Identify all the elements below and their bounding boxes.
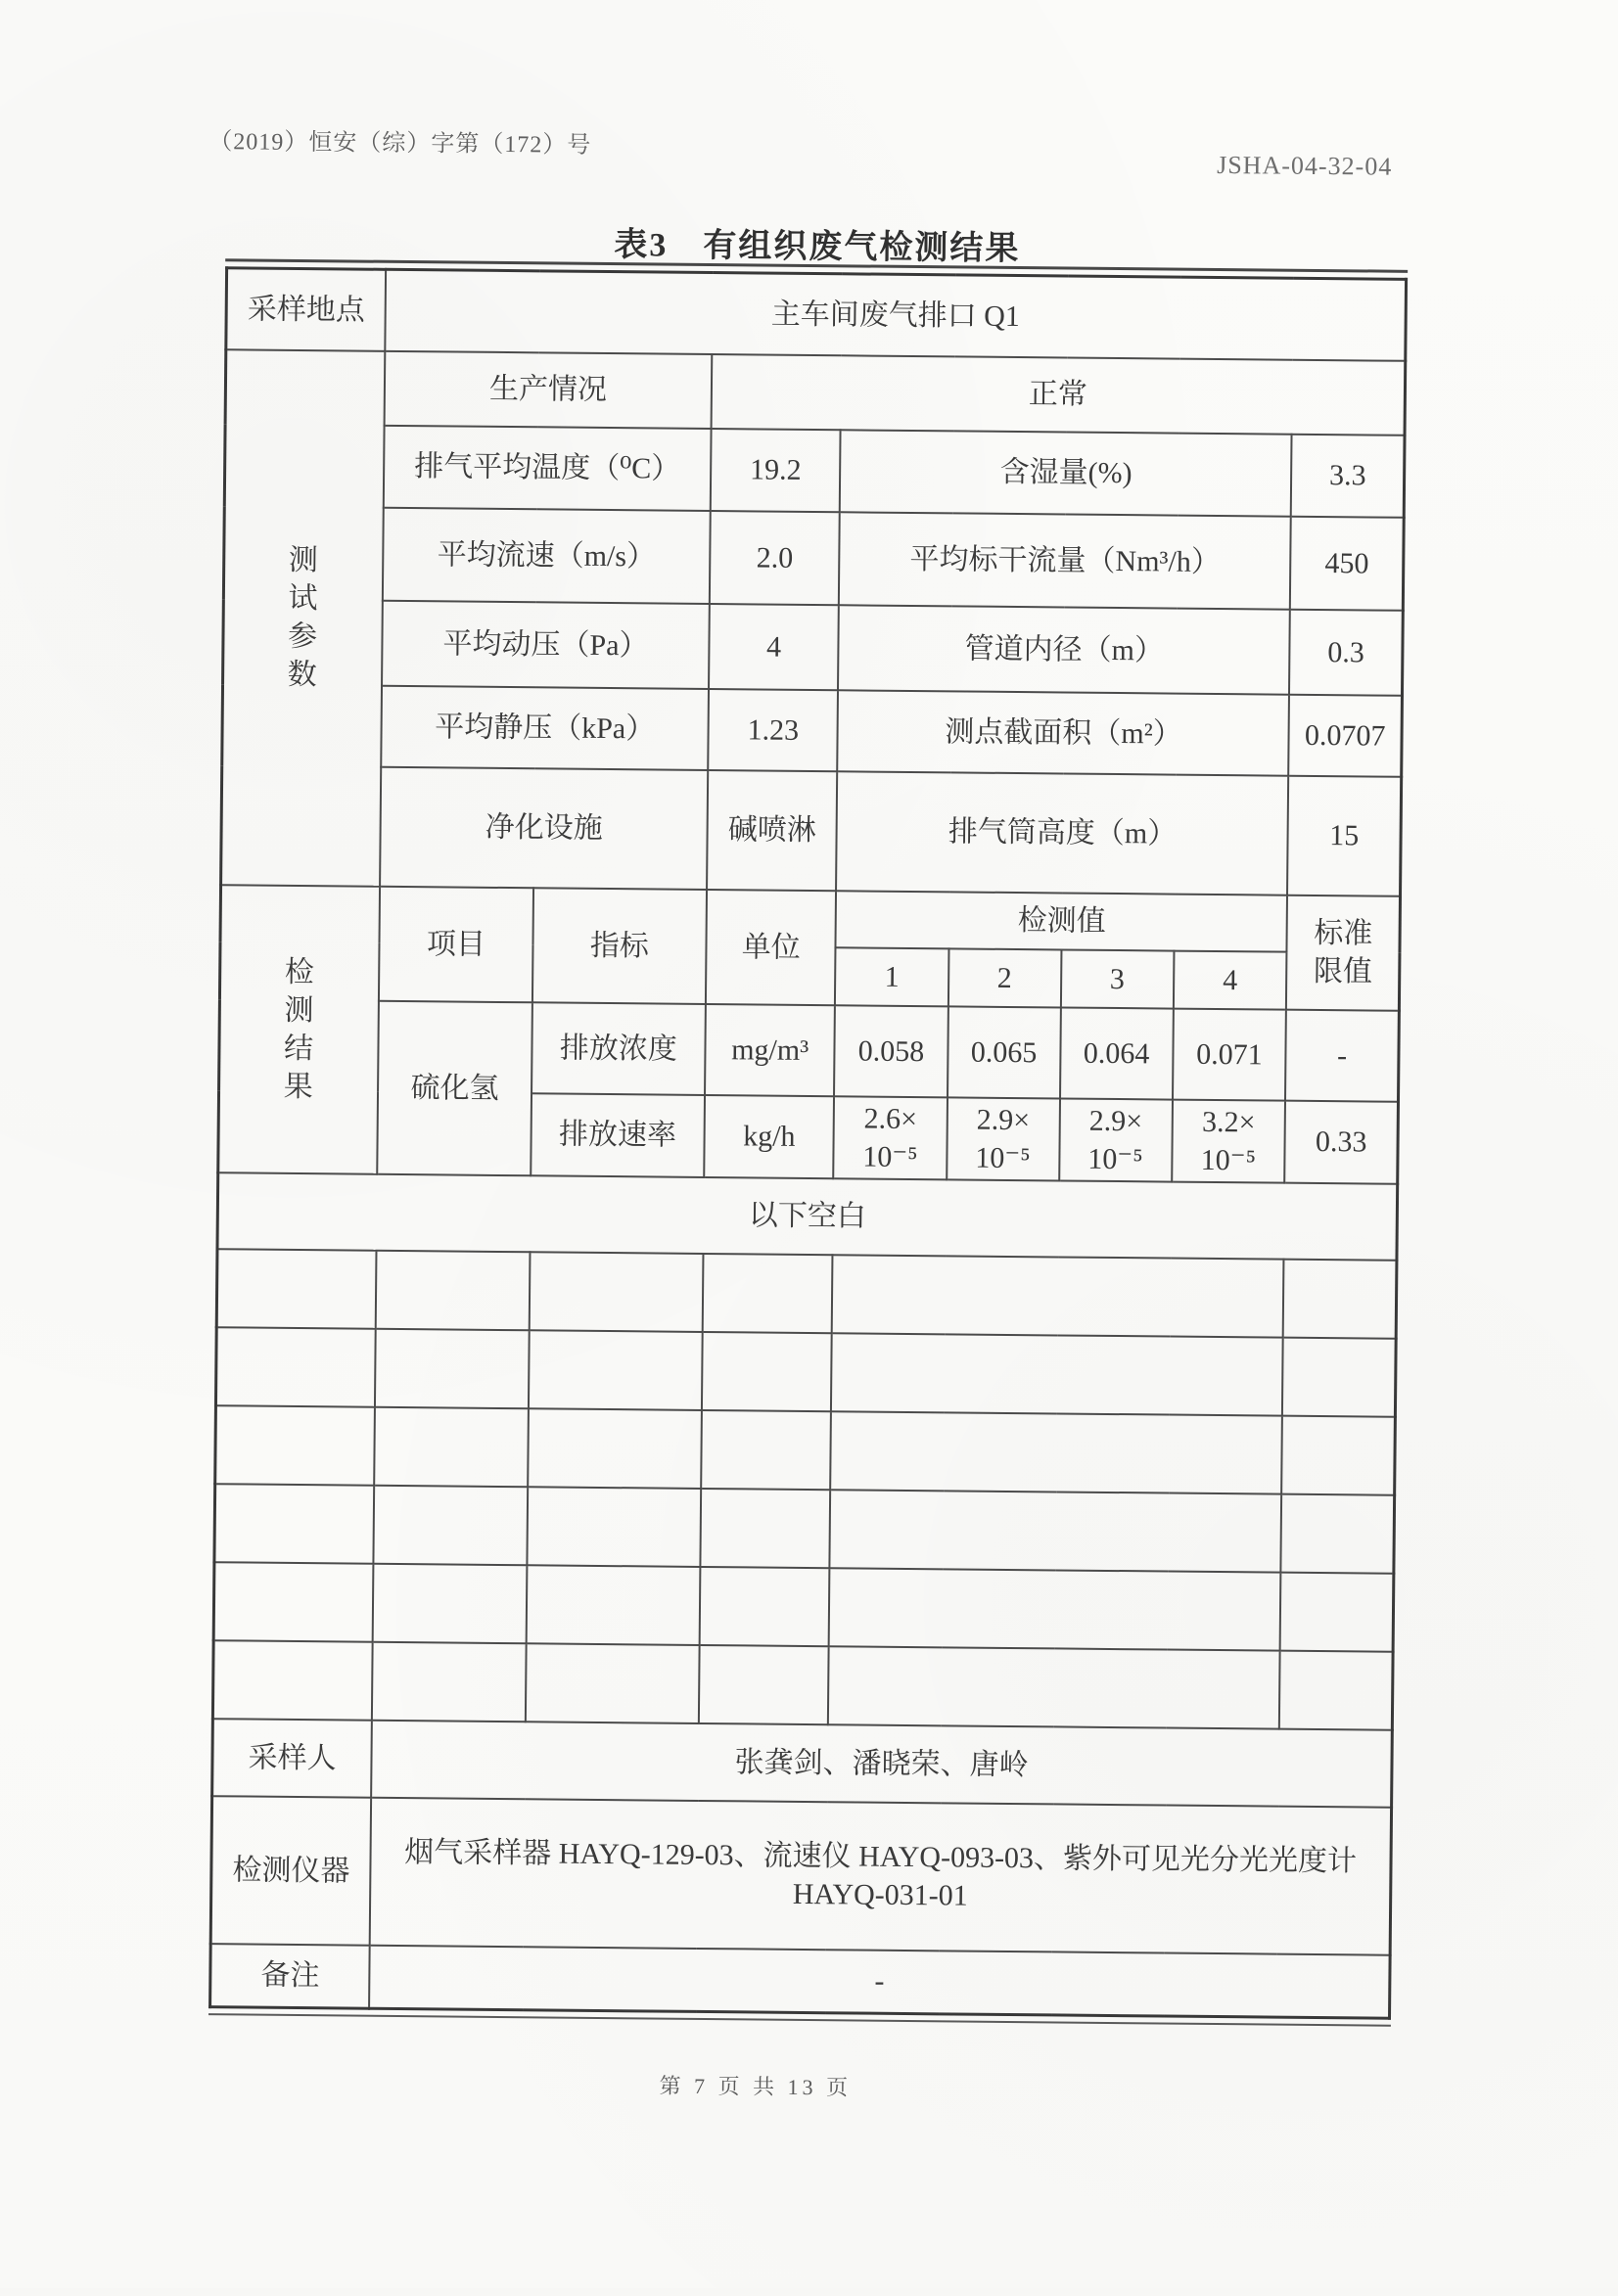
param-name: 净化设施 bbox=[380, 766, 708, 889]
production-label: 生产情况 bbox=[385, 350, 712, 428]
limit-value: - bbox=[1285, 1009, 1399, 1101]
empty-cell bbox=[376, 1250, 530, 1330]
remark-value: - bbox=[369, 1945, 1390, 2018]
col-header-unit: 单位 bbox=[706, 889, 837, 1004]
measured-value: 0.065 bbox=[948, 1006, 1061, 1098]
emission-test-results-table bbox=[208, 266, 1408, 2020]
param-value: 450 bbox=[1290, 516, 1404, 610]
empty-cell bbox=[526, 1643, 700, 1723]
param-value: 1.23 bbox=[708, 688, 838, 770]
empty-cell bbox=[829, 1568, 1281, 1650]
indicator-name: 排放速率 bbox=[531, 1093, 705, 1177]
param-name: 管道内径（m） bbox=[838, 605, 1290, 694]
param-name: 排气平均温度（⁰C） bbox=[384, 425, 712, 510]
param-value: 2.0 bbox=[710, 511, 840, 605]
param-row-velocity bbox=[223, 506, 1404, 611]
production-status-row bbox=[225, 349, 1406, 436]
limit-value: 0.33 bbox=[1285, 1100, 1399, 1183]
empty-cell bbox=[372, 1641, 526, 1722]
empty-cell bbox=[702, 1331, 832, 1410]
param-name: 平均静压（kPa） bbox=[381, 685, 709, 769]
form-code: JSHA-04-32-04 bbox=[1217, 150, 1393, 181]
empty-row bbox=[212, 1640, 1393, 1730]
instruments-row bbox=[210, 1796, 1391, 1955]
col-header-item: 项目 bbox=[379, 886, 533, 1001]
empty-cell bbox=[700, 1488, 830, 1567]
empty-row bbox=[216, 1249, 1397, 1339]
remark-label: 备注 bbox=[210, 1944, 370, 2009]
results-section-label: 检 测 结 果 bbox=[218, 885, 380, 1174]
measured-value: 3.2× 10⁻⁵ bbox=[1172, 1099, 1285, 1182]
measured-value: 0.058 bbox=[835, 1005, 948, 1097]
sample-number: 2 bbox=[948, 948, 1061, 1007]
unit-value: kg/h bbox=[704, 1094, 834, 1177]
param-value: 0.3 bbox=[1289, 609, 1403, 695]
empty-cell bbox=[215, 1405, 375, 1486]
empty-cell bbox=[215, 1327, 375, 1407]
sampling-site-label: 采样地点 bbox=[226, 268, 386, 351]
measured-value: 2.6× 10⁻⁵ bbox=[834, 1096, 948, 1179]
empty-cell bbox=[700, 1566, 830, 1645]
sampler-value: 张龚剑、潘晓荣、唐岭 bbox=[371, 1720, 1392, 1807]
empty-cell bbox=[1282, 1337, 1396, 1416]
unit-value: mg/m³ bbox=[705, 1003, 835, 1095]
sampling-site-row bbox=[226, 268, 1407, 361]
sampler-row bbox=[212, 1719, 1393, 1808]
param-row-dynamic-pressure bbox=[223, 599, 1404, 696]
result-row-concentration bbox=[219, 999, 1400, 1102]
measured-value: 0.064 bbox=[1060, 1007, 1174, 1099]
blank-note-row bbox=[217, 1172, 1398, 1261]
param-value: 0.0707 bbox=[1289, 694, 1403, 776]
param-name: 含湿量(%) bbox=[840, 430, 1292, 516]
empty-cell bbox=[1283, 1259, 1397, 1338]
param-value: 3.3 bbox=[1291, 434, 1405, 517]
col-header-measured-values: 检测值 bbox=[836, 891, 1287, 951]
empty-cell bbox=[828, 1646, 1280, 1728]
document-number: （2019）恒安（综）字第（172）号 bbox=[208, 129, 592, 159]
empty-cell bbox=[216, 1249, 376, 1329]
instruments-label: 检测仪器 bbox=[210, 1796, 371, 1946]
measured-value: 0.071 bbox=[1173, 1008, 1287, 1100]
param-value: 4 bbox=[709, 604, 839, 690]
empty-cell bbox=[1280, 1572, 1394, 1651]
table-title: 表3 有组织废气检测结果 bbox=[614, 227, 1021, 268]
empty-cell bbox=[1281, 1493, 1395, 1573]
param-name: 平均动压（Pa） bbox=[382, 600, 710, 688]
empty-row bbox=[214, 1484, 1395, 1574]
sampler-label: 采样人 bbox=[212, 1719, 372, 1798]
empty-cell bbox=[831, 1333, 1283, 1415]
param-row-purification bbox=[221, 765, 1402, 896]
page-footer: 第 7 页 共 13 页 bbox=[659, 2073, 853, 2100]
pollutant-name: 硫化氢 bbox=[377, 1000, 532, 1174]
remark-row bbox=[210, 1944, 1391, 2019]
param-row-temperature bbox=[224, 424, 1405, 518]
empty-cell bbox=[830, 1490, 1282, 1572]
measured-value: 2.9× 10⁻⁵ bbox=[1059, 1098, 1173, 1181]
empty-cell bbox=[699, 1644, 829, 1723]
empty-cell bbox=[212, 1640, 372, 1721]
empty-cell bbox=[375, 1328, 529, 1407]
empty-cell bbox=[529, 1330, 703, 1410]
empty-cell bbox=[373, 1563, 527, 1643]
param-name: 排气筒高度（m） bbox=[837, 771, 1289, 895]
empty-cell bbox=[213, 1562, 373, 1642]
param-name: 测点截面积（m²） bbox=[838, 690, 1290, 775]
results-header-row bbox=[220, 885, 1401, 953]
param-value: 碱喷淋 bbox=[707, 769, 838, 890]
sample-number: 3 bbox=[1061, 949, 1175, 1008]
empty-cell bbox=[703, 1253, 833, 1332]
test-params-section-label: 测 试 参 数 bbox=[221, 349, 386, 887]
col-header-indicator: 指标 bbox=[532, 888, 707, 1004]
sample-number: 1 bbox=[835, 947, 948, 1006]
col-header-limit: 标准 限值 bbox=[1286, 895, 1400, 1010]
table-area bbox=[208, 258, 1408, 2027]
empty-cell bbox=[374, 1485, 528, 1564]
indicator-name: 排放浓度 bbox=[532, 1002, 706, 1095]
param-row-static-pressure bbox=[222, 684, 1403, 777]
param-value: 15 bbox=[1287, 775, 1401, 895]
measured-value: 2.9× 10⁻⁵ bbox=[947, 1097, 1060, 1180]
empty-cell bbox=[374, 1406, 528, 1486]
production-value: 正常 bbox=[712, 354, 1406, 436]
sample-number: 4 bbox=[1174, 950, 1287, 1009]
param-value: 19.2 bbox=[711, 429, 841, 512]
empty-cell bbox=[832, 1255, 1284, 1337]
empty-cell bbox=[1281, 1415, 1395, 1494]
blank-note: 以下空白 bbox=[217, 1172, 1398, 1261]
sampling-site-value: 主车间废气排口 Q1 bbox=[385, 269, 1406, 360]
empty-cell bbox=[831, 1411, 1283, 1493]
empty-cell bbox=[1279, 1650, 1393, 1729]
empty-row bbox=[213, 1562, 1394, 1652]
empty-cell bbox=[701, 1409, 831, 1489]
param-name: 平均标干流量（Nm³/h） bbox=[839, 512, 1291, 609]
empty-row bbox=[215, 1405, 1396, 1495]
instruments-value: 烟气采样器 HAYQ-129-03、流速仪 HAYQ-093-03、紫外可见光分光光度计 HAYQ-031-01 bbox=[370, 1797, 1392, 1954]
empty-cell bbox=[526, 1565, 700, 1645]
param-name: 平均流速（m/s） bbox=[383, 507, 711, 603]
empty-row bbox=[215, 1327, 1396, 1417]
empty-cell bbox=[527, 1487, 701, 1567]
empty-cell bbox=[528, 1408, 702, 1489]
empty-cell bbox=[530, 1252, 704, 1332]
empty-cell bbox=[214, 1484, 374, 1564]
